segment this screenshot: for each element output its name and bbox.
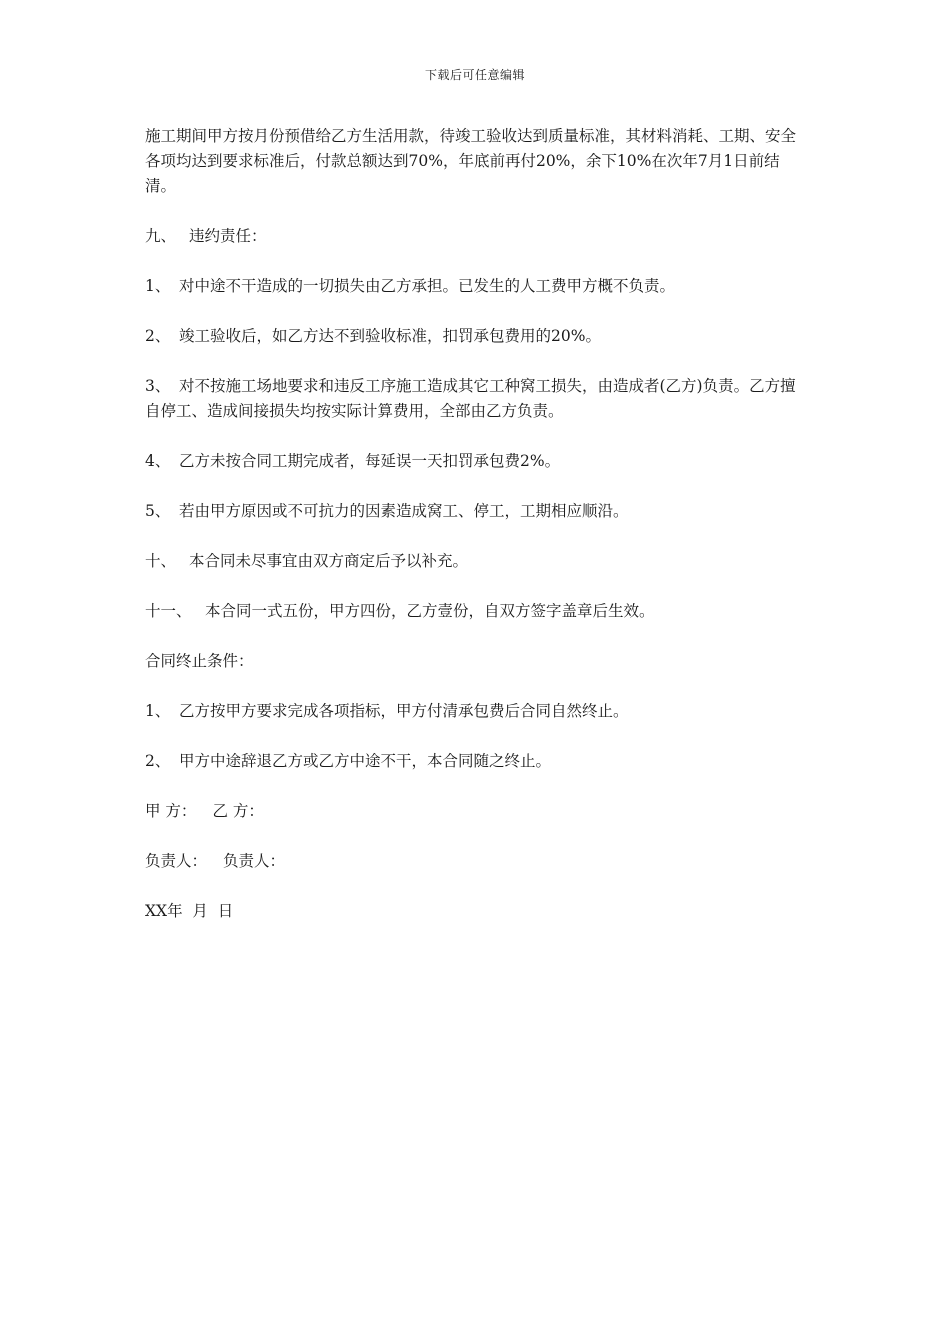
termination-item-2-number: 2、 — [145, 752, 171, 770]
section-11-text: 本合同一式五份，甲方四份，乙方壹份，自双方签字盖章后生效。 — [205, 602, 655, 620]
termination-item-1 — [145, 699, 805, 724]
section-11 — [145, 599, 805, 624]
termination-item-1-number: 1、 — [145, 702, 171, 720]
document-body — [145, 124, 805, 924]
section-9-title: 违约责任： — [189, 227, 267, 245]
party-b-label: 乙 方： — [212, 802, 264, 820]
page-header: 下载后可任意编辑 — [424, 68, 525, 82]
breach-item-4 — [145, 449, 805, 474]
termination-title: 合同终止条件： — [145, 652, 254, 670]
breach-item-2 — [145, 324, 805, 349]
breach-item-1 — [145, 274, 805, 299]
breach-item-1-text: 对中途不干造成的一切损失由乙方承担。已发生的人工费甲方概不负责。 — [179, 277, 676, 295]
breach-item-5-text: 若由甲方原因或不可抗力的因素造成窝工、停工，工期相应顺沿。 — [179, 502, 629, 520]
breach-item-4-number: 4、 — [145, 452, 171, 470]
breach-item-1-number: 1、 — [145, 277, 171, 295]
breach-item-2-text: 竣工验收后，如乙方达不到验收标准，扣罚承包费用的20%。 — [179, 327, 601, 345]
section-11-number: 十一、 — [145, 602, 192, 620]
rep-a-label: 负责人： — [145, 852, 208, 870]
party-a-label: 甲 方： — [145, 802, 197, 820]
signature-representatives — [145, 849, 805, 874]
breach-item-3 — [145, 374, 805, 424]
section-9-heading — [145, 224, 805, 249]
breach-item-3-number: 3、 — [145, 377, 171, 395]
termination-item-1-text: 乙方按甲方要求完成各项指标，甲方付清承包费后合同自然终止。 — [179, 702, 629, 720]
rep-b-label: 负责人： — [223, 852, 286, 870]
section-9-number: 九、 — [145, 227, 177, 245]
payment-paragraph: 施工期间甲方按月份预借给乙方生活用款，待竣工验收达到质量标准，其材料消耗、工期、安全各项均达到要求标准后，付款总额达到70%，年底前再付20%，余下10%在次年7月1日前结清。 — [145, 127, 797, 195]
breach-item-5 — [145, 499, 805, 524]
breach-item-5-number: 5、 — [145, 502, 171, 520]
section-10-text: 本合同未尽事宜由双方商定后予以补充。 — [189, 552, 469, 570]
termination-item-2 — [145, 749, 805, 774]
breach-item-4-text: 乙方未按合同工期完成者，每延误一天扣罚承包费2%。 — [179, 452, 561, 470]
breach-item-3-text: 对不按施工场地要求和违反工序施工造成其它工种窝工损失，由造成者(乙方)负责。乙方擅自停工、造成间接损失均按实际计算费用，全部由乙方负责。 — [145, 377, 796, 420]
breach-item-2-number: 2、 — [145, 327, 171, 345]
signature-date: XX年 月 日 — [145, 902, 234, 920]
signature-parties — [145, 799, 805, 824]
section-10 — [145, 549, 805, 574]
termination-item-2-text: 甲方中途辞退乙方或乙方中途不干，本合同随之终止。 — [179, 752, 552, 770]
section-10-number: 十、 — [145, 552, 177, 570]
